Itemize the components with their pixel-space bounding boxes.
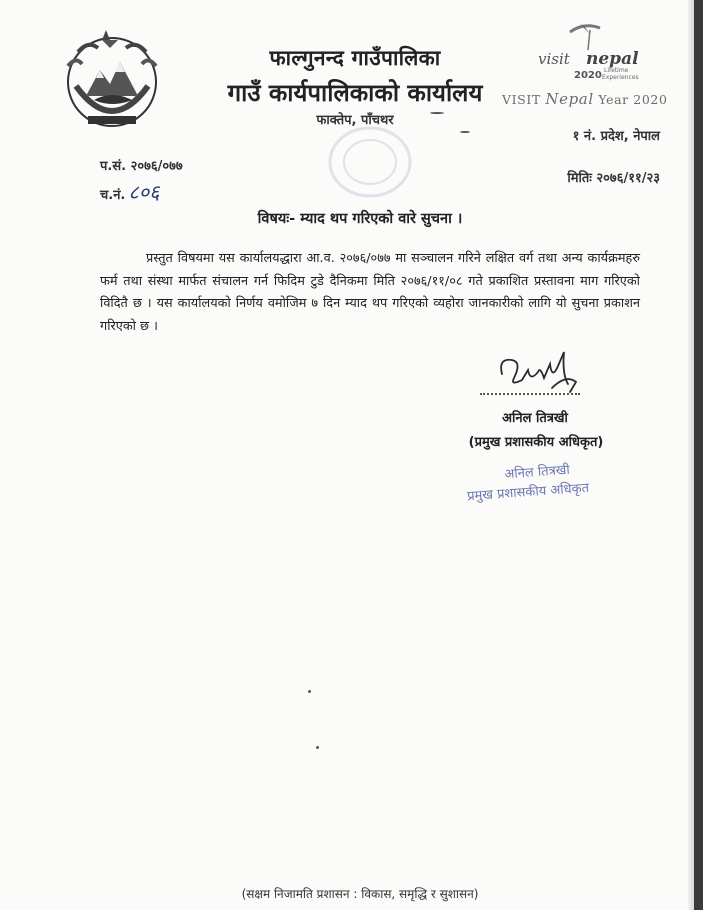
paper-speck xyxy=(460,131,470,133)
signatory-title: (प्रमुख प्रशासकीय अधिकृत) xyxy=(468,435,604,450)
nepal-emblem-icon xyxy=(58,26,166,134)
paper-speck xyxy=(430,112,444,114)
province-label: १ नं. प्रदेश, नेपाल xyxy=(572,129,660,144)
letter-body: प्रस्तुत विषयमा यस कार्यालयद्धारा आ.व. २०७६/०७७ मा सञ्चालन गरिने लक्षित वर्ग तथा अन्य कार्यक्रमहरु फर्म तथा संस्था मार्फत संचालन गर्न फिदिम टुडे दैनिकमा मिति २०७६/११/०८ गते प्रकाशित प्रस्तावना माग गरिएको विदितै छ । यस कार्यालयको निर्णय वमोजिम ७ दिन म्याद थप गरिएको व्यहोरा जानकारीको लागि यो सुचना प्रकाशन गरिएको छ । xyxy=(100,251,640,334)
svg-text:visit: visit xyxy=(538,50,570,68)
office-name: फाल्गुनन्द गाउँपालिका xyxy=(269,46,441,70)
svg-text:nepal: nepal xyxy=(586,49,639,69)
signatory-name: अनिल तित्रखी xyxy=(502,411,568,426)
office-address: फाक्तेप, पाँचथर xyxy=(316,113,394,128)
paper-speck xyxy=(316,746,319,749)
office-stamp-icon xyxy=(325,122,415,202)
visit-nepal-logo-icon xyxy=(522,20,672,84)
letter-date: मितिः २०७६/११/२३ xyxy=(567,171,660,186)
footer-slogan: (सक्षम निजामति प्रशासन : विकास, समृद्धि र सुशासन) xyxy=(241,887,479,901)
dispatch-number: च.नं. ८०६ xyxy=(100,180,160,204)
signature-line xyxy=(480,393,580,395)
svg-text:2020: 2020 xyxy=(574,70,602,81)
paper-speck xyxy=(308,690,311,693)
stamp-signatory-title: प्रमुख प्रशासकीय अधिकृत xyxy=(466,480,590,505)
scan-edge xyxy=(694,0,703,910)
stamp-signatory-name: अनिल तित्रखी xyxy=(503,462,571,483)
svg-text:Experiences: Experiences xyxy=(602,74,639,81)
visit-nepal-caption: VISIT Nepal Year 2020 xyxy=(502,90,668,108)
signature-icon xyxy=(492,344,588,398)
dispatch-number-handwritten: ८०६ xyxy=(128,180,160,204)
svg-text:Lifetime: Lifetime xyxy=(604,67,629,74)
letter-subject: विषयः- म्याद थप गरिएको वारे सुचना । xyxy=(257,211,463,227)
reference-number: प.सं. २०७६/०७७ xyxy=(100,159,183,174)
office-title: गाउँ कार्यपालिकाको कार्यालय xyxy=(227,79,483,107)
